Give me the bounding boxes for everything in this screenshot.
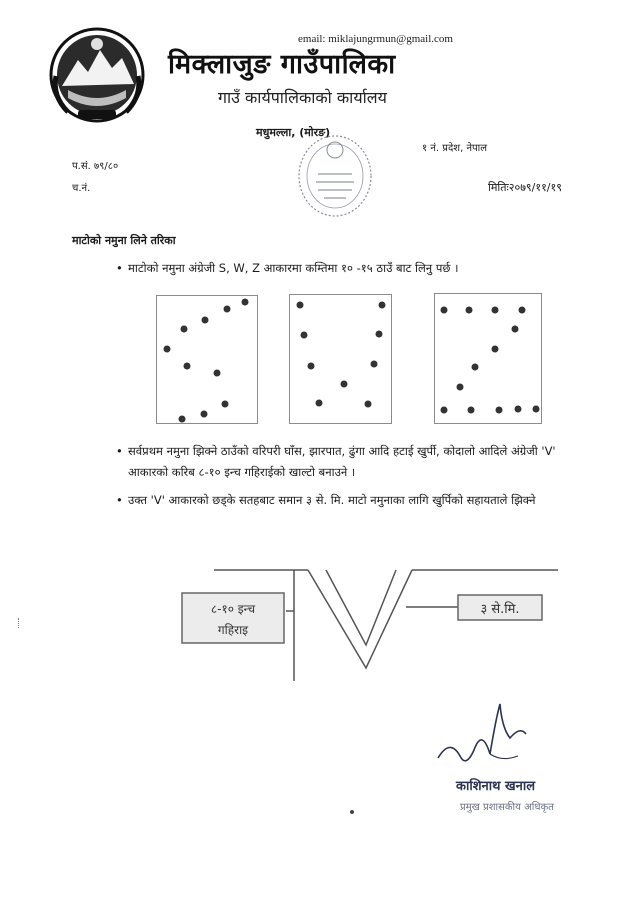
scan-speck xyxy=(350,810,354,814)
bullet-item-2 xyxy=(116,441,598,483)
nepal-government-emblem xyxy=(48,26,146,124)
bullet-item-1 xyxy=(116,258,578,279)
s-pattern-dots xyxy=(157,296,257,423)
signature-block xyxy=(430,698,570,816)
email-text: email: miklajungrmun@gmail.com xyxy=(298,33,453,45)
place-text: मधुमल्ला, (मोरङ) xyxy=(256,126,331,139)
dispatch-number: च.नं. xyxy=(72,183,91,194)
office-stamp xyxy=(296,130,374,220)
bullet-text-1: माटोको नमुना अंग्रेजी S, W, Z आकारमा कम्तिमा १० -१५ ठाउँ बाट लिनु पर्छ । xyxy=(128,261,459,275)
bullet-symbol: • xyxy=(116,493,123,507)
z-pattern-dots xyxy=(435,294,541,423)
depth-label-line1: ८-१० इन्च xyxy=(210,602,256,616)
z-pattern-box xyxy=(434,293,542,424)
reference-number: प.सं. ७९/८० xyxy=(72,161,119,172)
section-heading: माटोको नमुना लिने तरिका xyxy=(72,234,176,247)
office-subtitle: गाउँ कार्यपालिकाको कार्यालय xyxy=(218,88,387,107)
w-pattern-box xyxy=(289,294,392,424)
bullet-text-3: उक्त 'V' आकारको छड्के सतहबाट समान ३ से. मि. माटो नमुनाका लागि खुर्पिको सहायताले झिक्ने xyxy=(128,493,536,507)
v-outer-edge xyxy=(308,570,412,668)
municipality-title: मिक्लाजुङ गाउँपालिका xyxy=(168,49,396,80)
province-text: १ नं. प्रदेश, नेपाल xyxy=(422,143,488,154)
signatory-designation: प्रमुख प्रशासकीय अधिकृत xyxy=(460,802,554,813)
bullet-item-3 xyxy=(116,490,598,511)
bullet-text-2: सर्वप्रथम नमुना झिक्ने ठाउँको वरिपरी घाँस, झारपात, ढुंगा आदि हटाई खुर्पी, कोदालो आदिले अंग्रेजी 'V' आकारको करिब ८-१० इन्च गहिराईको खाल्टो बनाउने । xyxy=(128,444,556,479)
bullet-symbol: • xyxy=(116,444,123,458)
v-pit-diagram xyxy=(180,555,560,685)
date-text: मितिः२०७९/११/१९ xyxy=(488,181,562,194)
v-inner-edge xyxy=(326,570,396,645)
s-pattern-box xyxy=(156,295,258,424)
bullet-symbol: • xyxy=(116,261,123,275)
signatory-name: काशिनाथ खनाल xyxy=(456,779,536,794)
depth-label-line2: गहिराइ xyxy=(217,623,249,637)
w-pattern-dots xyxy=(290,295,391,423)
signature-scribble xyxy=(438,704,526,761)
scan-speck xyxy=(18,618,23,628)
thickness-label: ३ से.मि. xyxy=(480,602,520,617)
